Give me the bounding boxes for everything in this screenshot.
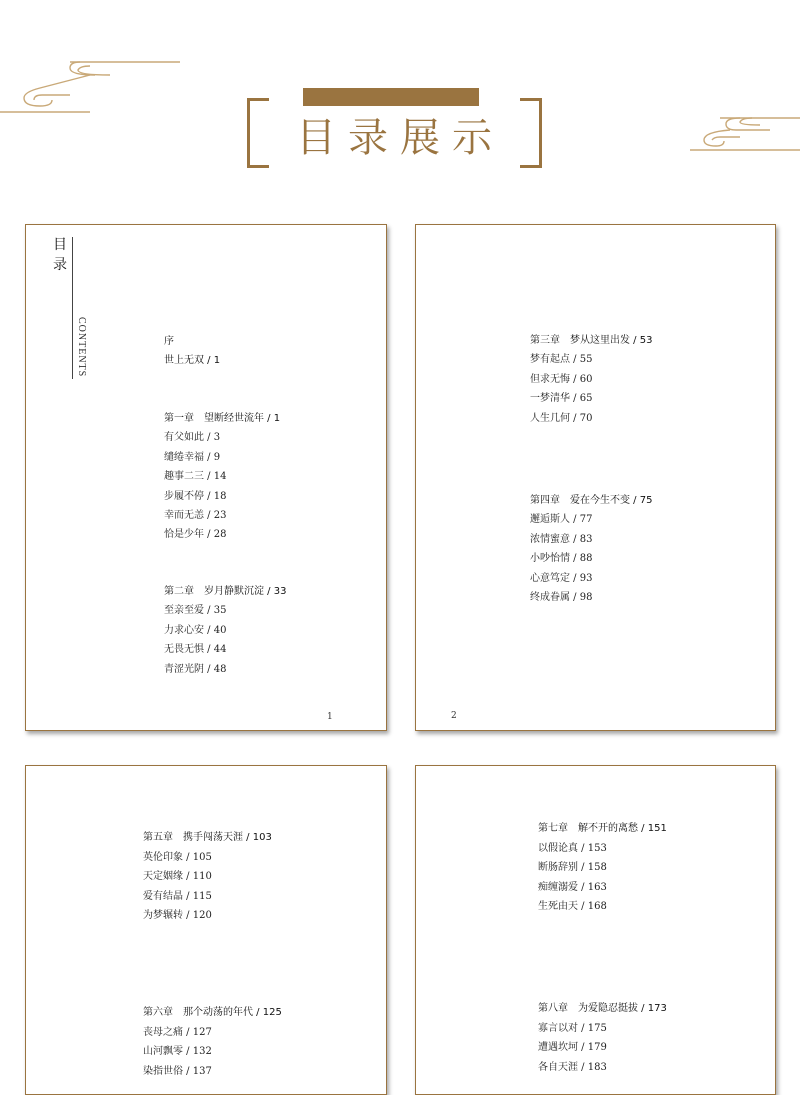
toc-entry: 天定姻缘 / 110 bbox=[143, 871, 212, 883]
toc-entry: 山河飘零 / 132 bbox=[143, 1046, 212, 1058]
toc-entry: 缱绻幸福 / 9 bbox=[164, 451, 221, 463]
page-number: 1 bbox=[327, 712, 333, 722]
cloud-swirl-4 bbox=[34, 95, 70, 100]
toc-entry: 为梦辗转 / 120 bbox=[143, 910, 212, 922]
toc-entry: 但求无悔 / 60 bbox=[530, 373, 593, 385]
toc-chapter: 第二章 岁月静默沉淀 / 33 bbox=[164, 586, 287, 597]
toc-entry: 幸而无恙 / 23 bbox=[164, 510, 227, 522]
toc-entry: 小吵怡情 / 88 bbox=[530, 553, 593, 565]
toc-chapter: 第八章 为爱隐忍挺拔 / 173 bbox=[538, 1003, 667, 1014]
toc-chapter: 第一章 望断经世流年 / 1 bbox=[164, 413, 281, 424]
toc-block-chapter-6 bbox=[143, 1003, 282, 1081]
toc-entry: 至亲至爱 / 35 bbox=[164, 605, 227, 617]
toc-entry: 序 bbox=[164, 336, 174, 347]
toc-entry: 人生几何 / 70 bbox=[530, 412, 593, 424]
toc-block-chapter-7 bbox=[538, 819, 667, 917]
toc-entry: 邂逅斯人 / 77 bbox=[530, 514, 593, 526]
toc-heading: 目录 bbox=[53, 237, 67, 273]
toc-block-chapter-1 bbox=[164, 409, 280, 545]
toc-entry: 无畏无惧 / 44 bbox=[164, 644, 227, 656]
toc-entry: 染指世俗 / 137 bbox=[143, 1065, 212, 1077]
toc-page-3 bbox=[25, 765, 387, 1095]
toc-divider bbox=[72, 237, 73, 379]
toc-chapter: 第四章 爱在今生不变 / 75 bbox=[530, 495, 653, 506]
toc-entry: 终成眷属 / 98 bbox=[530, 592, 593, 604]
toc-entry: 生死由天 / 168 bbox=[538, 901, 607, 913]
toc-entry: 梦有起点 / 55 bbox=[530, 354, 593, 366]
cloud-swirl-7 bbox=[704, 130, 730, 146]
toc-entry: 青涩光阴 / 48 bbox=[164, 663, 227, 675]
toc-entry: 趣事二三 / 14 bbox=[164, 471, 227, 483]
banner-bar bbox=[303, 88, 479, 106]
toc-entry: 遭遇坎坷 / 179 bbox=[538, 1042, 607, 1054]
banner-title: 目录展示 bbox=[296, 115, 504, 161]
toc-entry: 世上无双 / 1 bbox=[164, 355, 221, 367]
toc-entry: 一梦清华 / 65 bbox=[530, 393, 593, 405]
toc-page-2 bbox=[415, 224, 776, 731]
banner-bracket-right bbox=[520, 98, 542, 168]
toc-entry: 恰是少年 / 28 bbox=[164, 529, 227, 541]
toc-block-chapter-2 bbox=[164, 582, 286, 679]
toc-entry: 力求心安 / 40 bbox=[164, 624, 227, 636]
cloud-swirl-3 bbox=[24, 75, 90, 106]
toc-heading-en: CONTENTS bbox=[76, 317, 87, 378]
toc-entry: 痴缠溺爱 / 163 bbox=[538, 881, 607, 893]
toc-page-4 bbox=[415, 765, 776, 1095]
toc-entry: 英伦印象 / 105 bbox=[143, 851, 212, 863]
banner-bracket-left bbox=[247, 98, 269, 168]
toc-chapter: 第五章 携手闯荡天涯 / 103 bbox=[143, 832, 272, 843]
toc-entry: 爱有结晶 / 115 bbox=[143, 890, 212, 902]
toc-entry: 断肠辞别 / 158 bbox=[538, 862, 607, 874]
toc-entry: 寡言以对 / 175 bbox=[538, 1022, 607, 1034]
toc-chapter: 第六章 那个动荡的年代 / 125 bbox=[143, 1007, 282, 1018]
toc-chapter: 第七章 解不开的离愁 / 151 bbox=[538, 823, 667, 834]
toc-entry: 以假论真 / 153 bbox=[538, 842, 607, 854]
toc-entry: 各自天涯 / 183 bbox=[538, 1061, 607, 1073]
toc-block-chapter-8 bbox=[538, 999, 667, 1077]
cloud-swirl-2 bbox=[78, 66, 110, 75]
page-number: 2 bbox=[451, 711, 457, 721]
header-banner bbox=[0, 0, 800, 210]
toc-page-1 bbox=[25, 224, 387, 731]
cloud-swirl-8 bbox=[712, 137, 740, 140]
toc-entry: 心意笃定 / 93 bbox=[530, 572, 593, 584]
toc-entry: 有父如此 / 3 bbox=[164, 432, 221, 444]
toc-block-preface bbox=[164, 332, 220, 371]
cloud-swirl-6 bbox=[740, 118, 760, 125]
toc-entry: 浓情蜜意 / 83 bbox=[530, 533, 593, 545]
toc-block-chapter-3 bbox=[530, 331, 652, 428]
toc-entry: 步履不停 / 18 bbox=[164, 490, 227, 502]
toc-entry: 丧母之痛 / 127 bbox=[143, 1026, 212, 1038]
toc-chapter: 第三章 梦从这里出发 / 53 bbox=[530, 335, 653, 346]
toc-block-chapter-5 bbox=[143, 828, 272, 926]
toc-block-chapter-4 bbox=[530, 491, 652, 607]
